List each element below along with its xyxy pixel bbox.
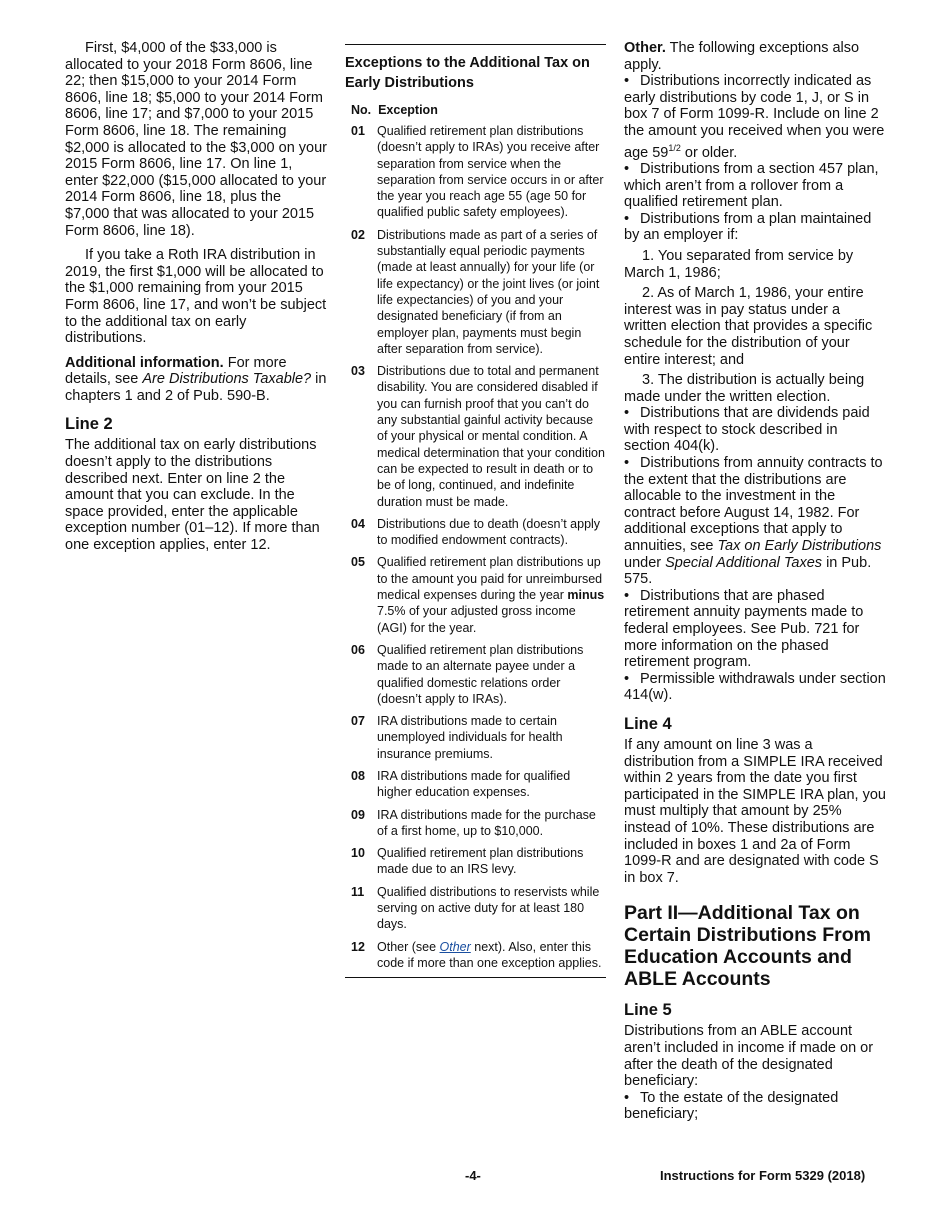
exception-number: 07 <box>351 714 365 729</box>
exception-text: Qualified distributions to reservists while serving on active duty for at least 180 days. <box>377 884 600 932</box>
exception-text: Distributions due to death (doesn’t apply to modified endowment contracts). <box>377 516 601 548</box>
header-no: No. <box>351 103 372 117</box>
exception-row <box>345 713 606 762</box>
bullet-item <box>624 671 886 704</box>
exception-number: 03 <box>351 364 365 379</box>
exceptions-title: Exceptions to the Additional Tax on Early Distributions <box>345 55 590 91</box>
bullet-icon: • <box>624 160 630 177</box>
right-column <box>624 40 886 1123</box>
exception-number: 06 <box>351 642 365 657</box>
bullet-text-mid: under <box>624 554 666 571</box>
line5-heading: Line 5 <box>624 1001 672 1020</box>
exception-text: Qualified retirement plan distributions (doesn’t apply to IRAs) you receive after separation from service when the separation from service occurs in or after the year you reach age 55 (age 50 for qualified public safety employees). <box>377 124 604 220</box>
bullet-item <box>624 588 886 671</box>
exception-number: 05 <box>351 555 365 570</box>
exception-text-a: Other (see <box>377 939 440 954</box>
numbered-item: 2. As of March 1, 1986, your entire interest was in pay status under a written election that provides a specific schedule for the distribution of your entire interest; and <box>624 285 873 368</box>
exception-number: 08 <box>351 768 365 783</box>
line4-heading: Line 4 <box>624 714 672 733</box>
other-paragraph <box>624 40 886 73</box>
bullet-icon: • <box>624 587 630 604</box>
header-exception: Exception <box>378 103 438 117</box>
bullet-item <box>624 455 886 588</box>
left-column <box>65 40 327 562</box>
exception-row <box>345 363 606 510</box>
bullet-icon: • <box>624 670 630 687</box>
exception-number: 04 <box>351 516 365 531</box>
line2-text: The additional tax on early distributions doesn’t apply to the distributions described next. Enter on line 2 the amount that you can exclude. In the space provided, enter the applicable exception number (01–12). If more than one exception applies, enter 12. <box>65 437 320 554</box>
bullet-text-b: or older. <box>680 144 738 161</box>
exception-row <box>345 845 606 878</box>
bullet-icon: • <box>624 1089 630 1106</box>
other-text: The following exceptions also apply. <box>624 40 860 73</box>
exception-number: 11 <box>351 884 365 899</box>
exception-row <box>345 554 606 635</box>
exception-row <box>345 939 606 972</box>
exception-row <box>345 807 606 840</box>
bullet-ref-2: Special Additional Taxes <box>665 554 823 571</box>
additional-information-text-a: For more details, see <box>65 354 287 388</box>
exceptions-header <box>351 103 606 117</box>
half-fraction: 1/2 <box>668 142 681 153</box>
other-link[interactable]: Other <box>439 939 471 954</box>
numbered-item: 1. You separated from service by March 1, 1986; <box>624 247 854 281</box>
footer-title: Instructions for Form 5329 (2018) <box>660 1168 866 1183</box>
additional-information-lead: Additional information. <box>65 354 224 371</box>
exception-row <box>345 642 606 707</box>
exception-number: 12 <box>351 939 365 954</box>
roth-paragraph: If you take a Roth IRA distribution in 2019, the first $1,000 will be allocated to the $1,000 remaining from your 2015 Form 8606, line 17, and won’t be subject to the additional tax on early distributions. <box>65 247 327 347</box>
exception-number: 01 <box>351 124 365 138</box>
exception-text-a: Qualified retirement plan distributions up to the amount you paid for unreimbursed medical expenses during the year <box>377 555 603 603</box>
exception-number: 10 <box>351 846 365 861</box>
line2-heading: Line 2 <box>65 415 113 434</box>
exception-row <box>345 516 606 549</box>
bullet-item <box>624 405 886 455</box>
bullet-text-a: Distributions incorrectly indicated as early distributions by code 1, J, or S in box 7 of Form 1099-R. Include on line 2 the amount you received when you were age 59 <box>624 73 885 161</box>
bullet-item <box>624 1090 886 1123</box>
exception-text-b: next). Also, enter this code if more than one exception applies. <box>377 939 602 970</box>
bullet-ref-1: Tax on Early Distributions <box>717 538 882 555</box>
bullet-text: Distributions that are phased retirement annuity payments made to federal employees. See Pub. 721 for more information on the phased retirement program. <box>624 587 864 671</box>
additional-information-paragraph <box>65 355 327 405</box>
bullet-text: Distributions from a plan maintained by an employer if: <box>624 210 872 244</box>
exception-row <box>345 884 606 933</box>
bullet-text-b: in Pub. 575. <box>624 554 872 588</box>
exception-text: Qualified retirement plan distributions made to an alternate payee under a qualified domestic relations order (doesn’t apply to IRAs). <box>377 642 584 706</box>
exception-row <box>345 123 606 221</box>
exception-row <box>345 227 606 357</box>
exception-number: 02 <box>351 227 365 242</box>
bullet-icon: • <box>624 405 630 422</box>
bullet-text: Distributions that are dividends paid with respect to stock described in section 404(k). <box>624 405 870 455</box>
bullet-text: To the estate of the designated beneficiary; <box>624 1089 839 1123</box>
exception-text: Distributions due to total and permanent disability. You are considered disabled if you can furnish proof that you can’t do any substantial gainful activity because of your physical or mental condition. A medical determination that your condition can be expected to result in death or to be of long, continued, and indefinite duration must be made. <box>377 364 605 509</box>
exception-row <box>345 768 606 801</box>
bullet-icon: • <box>624 73 630 90</box>
exception-bold: minus <box>567 588 605 603</box>
exception-text <box>377 939 606 972</box>
additional-information-ref: Are Distributions Taxable? <box>142 371 312 388</box>
exception-text: IRA distributions made to certain unemployed individuals for health insurance premiums. <box>377 714 563 761</box>
page-number: -4- <box>465 1168 481 1183</box>
exception-number: 09 <box>351 807 365 822</box>
exception-text: Qualified retirement plan distributions made due to an IRS levy. <box>377 846 584 877</box>
exceptions-table <box>345 40 606 978</box>
additional-information-text-b: in chapters 1 and 2 of Pub. 590-B. <box>65 371 327 404</box>
exception-text: IRA distributions made for the purchase of a first home, up to $10,000. <box>377 807 596 838</box>
bullet-item <box>624 211 886 244</box>
bullet-text-a: Distributions from annuity contracts to the extent that the distributions are allocable to the investment in the contract before August 14, 1982. For additional exceptions that apply to annuities, see <box>624 455 883 555</box>
part2-heading: Part II—Additional Tax on Certain Distributions From Education Accounts and ABLE Accounts <box>624 902 872 991</box>
bullet-item <box>624 161 886 211</box>
example-paragraph: First, $4,000 of the $33,000 is allocated to your 2018 Form 8606, line 22; then $15,000 to your 2014 Form 8606, line 18; $5,000 to your 2014 Form 8606, line 17; and $7,000 to your 2015 Form 8606, line 18. The remaining $2,000 is allocated to the $3,000 on your 2015 Form 8606, line 17. On line 1, enter $22,000 ($15,000 allocated to your 2014 Form 8606, line 18, plus the $7,000 that was allocated to your 2015 Form 8606, line 18). <box>65 40 327 239</box>
exception-text-b: 7.5% of your adjusted gross income (AGI) for the year. <box>377 604 576 635</box>
table-top-rule <box>345 44 606 971</box>
line4-text: If any amount on line 3 was a distribution from a SIMPLE IRA received within 2 years from the date you first participated in the SIMPLE IRA plan, you must multiply that amount by 25% instead of 10%. These distributions are included in boxes 1 and 2a of Form 1099-R and are designated with code S in box 7. <box>624 736 886 886</box>
bullet-icon: • <box>624 210 630 227</box>
exception-text: Distributions made as part of a series of substantially equal periodic payments (made at least annually) for your life (or life expectancy) or the joint lives (or joint life expectancies) of you and your designated beneficiary (if from an employer plan, payments must begin after separation from service). <box>377 227 600 356</box>
exception-text <box>377 554 606 635</box>
bullet-icon: • <box>624 455 630 472</box>
numbered-item: 3. The distribution is actually being made under the written election. <box>624 372 865 405</box>
bullet-item <box>624 73 886 161</box>
table-bottom-rule <box>345 977 606 978</box>
bullet-text: Permissible withdrawals under section 414(w). <box>624 670 886 704</box>
other-lead: Other. <box>624 40 666 56</box>
exception-text: IRA distributions made for qualified higher education expenses. <box>377 768 571 800</box>
bullet-text: Distributions from a section 457 plan, which aren’t from a rollover from a qualified retirement plan. <box>624 160 879 211</box>
line5-text: Distributions from an ABLE account aren’t included in income if made on or after the death of the designated beneficiary: <box>624 1023 874 1090</box>
